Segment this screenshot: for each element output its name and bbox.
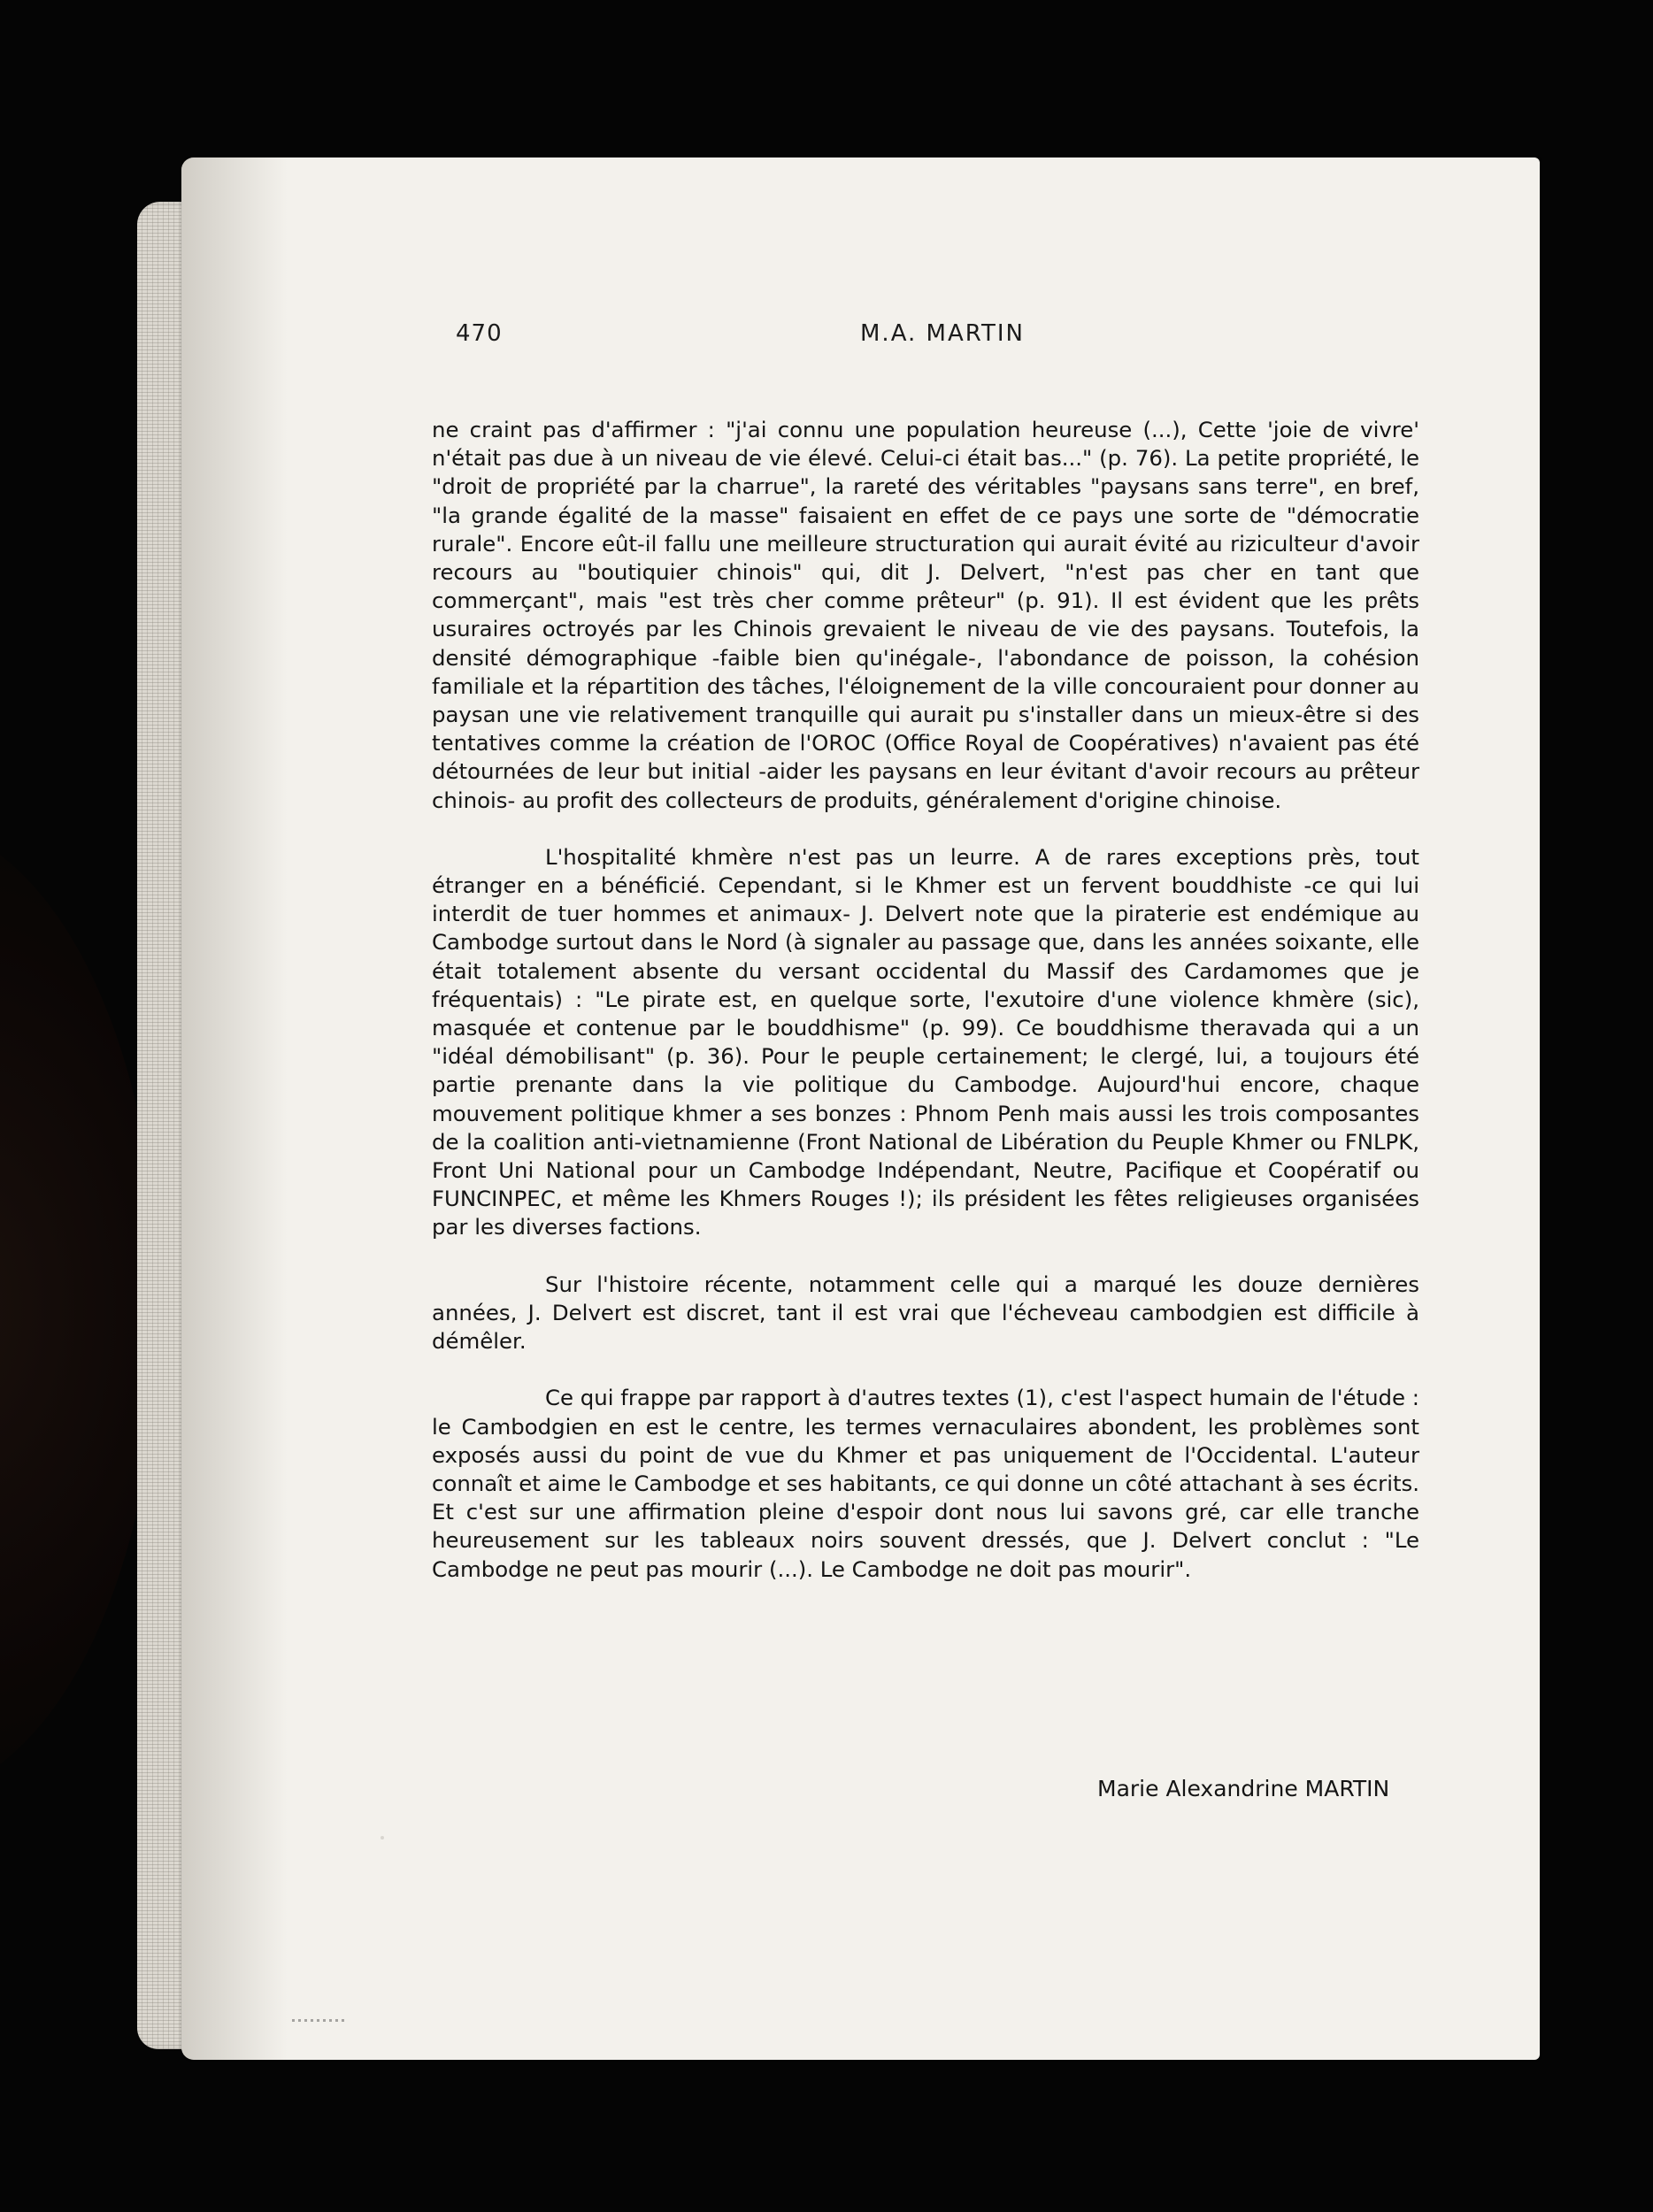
scan-artifact [292, 2019, 345, 2022]
running-head-author: M.A. MARTIN [860, 320, 1025, 347]
body-text [432, 416, 1419, 1584]
page-gutter-shade [181, 157, 288, 2060]
paragraph-3: Sur l'histoire récente, notamment celle qui a marqué les douze dernières années, J. Delvert est discret, tant il est vrai que l'écheveau cambodgien est difficile à démêler. [432, 1271, 1419, 1355]
signature: Marie Alexandrine MARTIN [1097, 1776, 1390, 1801]
paragraph-1: ne craint pas d'affirmer : "j'ai connu une population heureuse (...), Cette 'joie de vivre' n'était pas due à un niveau de vie élevé. Celui-ci était bas..." (p. 76). La petite propriété, le "droit de propriété par la charrue", la rareté des véritables "paysans sans terre", en bref, "la grande égalité de la masse" faisaient en effet de ce pays une sorte de "démocratie rurale". Encore eût-il fallu une meilleure structuration qui aurait évité au riziculteur d'avoir recours au "boutiquier chinois" qui, dit J. Delvert, "n'est pas cher en tant que commerçant", mais "est très cher comme prêteur" (p. 91). Il est évident que les prêts usuraires octroyés par les Chinois grevaient le niveau de vie des paysans. Toutefois, la densité démographique -faible bien qu'inégale-, l'abondance de poisson, la cohésion familiale et la répartition des tâches, l'éloignement de la ville concouraient pour donner au paysan une vie relativement tranquille qui aurait pu s'installer dans un mieux-être si des tentatives comme la création de l'OROC (Office Royal de Coopératives) n'avaient pas été détournées de leur but initial -aider les paysans en leur évitant d'avoir recours au prêteur chinois- au profit des collecteurs de produits, généralement d'origine chinoise. [432, 417, 1419, 813]
page-speck [381, 1836, 384, 1839]
paragraph-2: L'hospitalité khmère n'est pas un leurre. A de rares exceptions près, tout étranger en a bénéficié. Cependant, si le Khmer est un fervent bouddhiste -ce qui lui interdit de tuer hommes et animaux- J. Delvert note que la piraterie est endémique au Cambodge surtout dans le Nord (à signaler au passage que, dans les années soixante, elle était totalement absente du versant occidental du Massif des Cardamomes que je fréquentais) : "Le pirate est, en quelque sorte, l'exutoire d'une violence khmère (sic), masquée et contenue par le bouddhisme" (p. 99). Ce bouddhisme theravada qui a un "idéal démobilisant" (p. 36). Pour le peuple certainement; le clergé, lui, a toujours été partie prenante dans la vie politique du Cambodge. Aujourd'hui encore, chaque mouvement politique khmer a ses bonzes : Phnom Penh mais aussi les trois composantes de la coalition anti-vietnamienne (Front National de Libération du Peuple Khmer ou FNLPK, Front Uni National pour un Cambodge Indépendant, Neutre, Pacifique et Coopératif ou FUNCINPEC, et même les Khmers Rouges !); ils président les fêtes religieuses organisées par les diverses factions. [432, 843, 1419, 1240]
paragraph-4: Ce qui frappe par rapport à d'autres textes (1), c'est l'aspect humain de l'étude : le Cambodgien en est le centre, les termes vernaculaires abondent, les problèmes sont exposés aussi du point de vue du Khmer et pas uniquement de l'Occidental. L'auteur connaît et aime le Cambodge et ses habitants, ce qui donne un côté attachant à ses écrits. Et c'est sur une affirmation pleine d'espoir dont nous lui savons gré, car elle tranche heureusement sur les tableaux noirs souvent dressés, que J. Delvert conclut : "Le Cambodge ne peut pas mourir (...). Le Cambodge ne doit pas mourir". [432, 1385, 1419, 1582]
running-head [0, 320, 1653, 356]
page-number: 470 [456, 320, 503, 347]
